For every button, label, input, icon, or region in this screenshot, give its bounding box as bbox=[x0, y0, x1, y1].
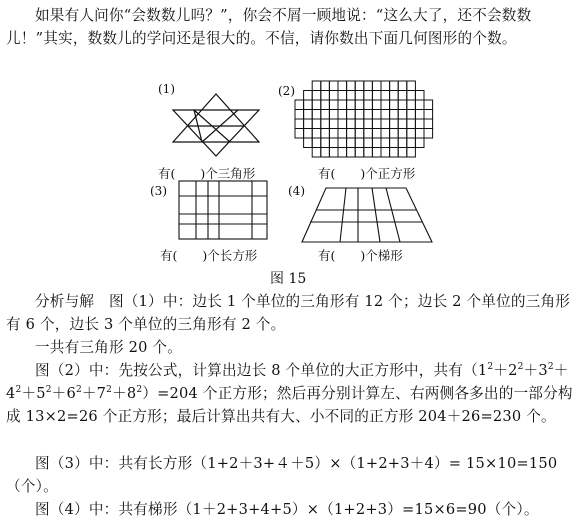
grid-square bbox=[347, 110, 356, 120]
grid-square bbox=[304, 138, 313, 148]
grid-square bbox=[321, 119, 330, 129]
grid-square bbox=[321, 148, 330, 158]
superscript: 2 bbox=[487, 362, 494, 372]
grid-square bbox=[407, 138, 416, 148]
grid-square bbox=[295, 100, 304, 110]
grid-square bbox=[321, 110, 330, 120]
figure-1-star-triangles bbox=[168, 92, 266, 158]
grid-square bbox=[364, 100, 373, 110]
superscript: 2 bbox=[136, 385, 143, 395]
figure-2-label: (2) bbox=[278, 84, 295, 98]
grid-square bbox=[407, 148, 416, 158]
grid-square bbox=[381, 81, 390, 91]
grid-square bbox=[372, 91, 381, 101]
grid-square bbox=[338, 129, 347, 139]
grid-square bbox=[381, 91, 390, 101]
grid-square bbox=[347, 138, 356, 148]
grid-square bbox=[295, 129, 304, 139]
grid-square bbox=[321, 81, 330, 91]
grid-square bbox=[355, 91, 364, 101]
grid-square bbox=[372, 119, 381, 129]
grid-square bbox=[398, 129, 407, 139]
superscript: 2 bbox=[517, 362, 524, 372]
star-lines bbox=[173, 94, 259, 156]
grid-square bbox=[390, 100, 399, 110]
analysis-paragraph-3 bbox=[6, 359, 574, 428]
figure-3-caption: 有( )个长方形 bbox=[160, 248, 258, 263]
superscript: 2 bbox=[15, 385, 22, 395]
grid-square bbox=[355, 119, 364, 129]
superscript: 2 bbox=[547, 362, 554, 372]
grid-square bbox=[347, 91, 356, 101]
grid-square bbox=[398, 138, 407, 148]
grid-square bbox=[355, 138, 364, 148]
analysis-paragraph-1: 分析与解 图（1）中：边长 1 个单位的三角形有 12 个；边长 2 个单位的三角形有 6 个，边长 3 个单位的三角形有 2 个。 bbox=[6, 293, 571, 333]
grid-square bbox=[304, 110, 313, 120]
grid-square bbox=[407, 110, 416, 120]
grid-square bbox=[415, 100, 424, 110]
grid-square bbox=[415, 91, 424, 101]
grid-square bbox=[347, 119, 356, 129]
grid-square bbox=[312, 119, 321, 129]
p3-part-a: 图（2）中：先按公式，计算出边长 8 个单位的大正方形中，共有（1 bbox=[35, 362, 488, 379]
analysis-paragraph-5: 图（4）中：共有梯形（1＋2+3+4+5）×（1+2+3）=15×6=90（个）。 bbox=[35, 501, 539, 518]
grid-square bbox=[398, 100, 407, 110]
grid-square bbox=[424, 129, 433, 139]
grid-square bbox=[329, 148, 338, 158]
grid-square bbox=[295, 110, 304, 120]
grid-square bbox=[415, 119, 424, 129]
intro-paragraph: 如果有人问你“会数数儿吗？”，你会不屑一顾地说：“这么大了，还不会数数儿！”其实，数数儿的学问还是很大的。不信，请你数出下面几何图形的个数。 bbox=[6, 7, 532, 47]
p3-part-e: ＋5 bbox=[21, 385, 46, 402]
figure-3-rectangles bbox=[178, 180, 270, 242]
p3-part-c: ＋3 bbox=[523, 362, 548, 379]
grid-square bbox=[381, 148, 390, 158]
grid-square bbox=[355, 129, 364, 139]
grid-square bbox=[372, 110, 381, 120]
grid-square bbox=[390, 119, 399, 129]
grid-square bbox=[338, 91, 347, 101]
grid-square bbox=[338, 148, 347, 158]
figure-1-caption: 有( )个三角形 bbox=[158, 166, 256, 181]
grid-square bbox=[312, 138, 321, 148]
grid-square bbox=[364, 81, 373, 91]
p3-part-d: ＋4 bbox=[6, 362, 569, 402]
grid-square bbox=[347, 81, 356, 91]
grid-square bbox=[304, 100, 313, 110]
p3-part-b: ＋2 bbox=[493, 362, 518, 379]
grid-square bbox=[381, 119, 390, 129]
grid-square bbox=[329, 129, 338, 139]
analysis-paragraph-2: 一共有三角形 20 个。 bbox=[35, 339, 182, 356]
grid-square bbox=[329, 138, 338, 148]
grid-square bbox=[407, 129, 416, 139]
figure-2-caption: 有( )个正方形 bbox=[318, 166, 416, 181]
superscript: 2 bbox=[75, 385, 82, 395]
analysis-paragraph-4: 图（3）中：共有长方形（1+2＋3+４＋5）×（1+2+3＋4）= 15×10=150（个）。 bbox=[6, 455, 558, 495]
grid-square bbox=[312, 91, 321, 101]
grid-square bbox=[424, 100, 433, 110]
grid-square bbox=[381, 138, 390, 148]
figure-2-square-grid bbox=[294, 80, 434, 158]
superscript: 2 bbox=[45, 385, 52, 395]
grid-square bbox=[347, 148, 356, 158]
grid-square bbox=[338, 81, 347, 91]
p3-part-h: ＋8 bbox=[112, 385, 137, 402]
grid-square bbox=[295, 119, 304, 129]
grid-square bbox=[407, 81, 416, 91]
grid-square bbox=[338, 100, 347, 110]
grid-square bbox=[381, 100, 390, 110]
grid-square bbox=[338, 119, 347, 129]
figure-4-caption: 有( )个梯形 bbox=[318, 248, 403, 263]
grid-square bbox=[304, 129, 313, 139]
grid-square bbox=[372, 138, 381, 148]
grid-square bbox=[398, 81, 407, 91]
figure-4-label: (4) bbox=[288, 184, 305, 198]
grid-square bbox=[364, 110, 373, 120]
grid-square bbox=[312, 81, 321, 91]
grid-square bbox=[329, 110, 338, 120]
grid-square bbox=[415, 138, 424, 148]
grid-square bbox=[329, 100, 338, 110]
grid-square bbox=[424, 119, 433, 129]
grid-square bbox=[355, 110, 364, 120]
grid-square bbox=[398, 91, 407, 101]
grid-square bbox=[407, 119, 416, 129]
grid-square bbox=[321, 91, 330, 101]
grid-square bbox=[364, 129, 373, 139]
grid-square bbox=[355, 81, 364, 91]
grid-square bbox=[372, 100, 381, 110]
grid-square bbox=[398, 119, 407, 129]
grid-square bbox=[424, 110, 433, 120]
grid-square bbox=[304, 91, 313, 101]
grid-square bbox=[398, 148, 407, 158]
figure-4-trapezoids bbox=[300, 186, 434, 244]
grid-square bbox=[355, 148, 364, 158]
p3-part-i: ）=204 个正方形；然后再分别计算左、右两侧各多出的一部分构成 13×2=26 个正方形；最后计算出共有大、小不同的正方形 204＋26=230 个。 bbox=[6, 385, 573, 425]
grid-square bbox=[407, 91, 416, 101]
grid-square bbox=[304, 119, 313, 129]
grid-square bbox=[355, 100, 364, 110]
p3-part-f: ＋6 bbox=[51, 385, 76, 402]
grid-square bbox=[312, 100, 321, 110]
grid-square bbox=[312, 148, 321, 158]
grid-square bbox=[364, 148, 373, 158]
grid-square bbox=[390, 81, 399, 91]
grid-square bbox=[390, 129, 399, 139]
grid-square bbox=[329, 81, 338, 91]
grid-square bbox=[415, 129, 424, 139]
grid-square bbox=[347, 100, 356, 110]
figure-1-label: (1) bbox=[158, 82, 175, 96]
grid-square bbox=[372, 148, 381, 158]
figure-3-label: (3) bbox=[150, 184, 167, 198]
grid-square bbox=[372, 81, 381, 91]
grid-square bbox=[390, 148, 399, 158]
grid-square bbox=[390, 138, 399, 148]
grid-square bbox=[329, 119, 338, 129]
grid-square bbox=[312, 129, 321, 139]
grid-square bbox=[415, 110, 424, 120]
grid-square bbox=[321, 138, 330, 148]
grid-square bbox=[321, 129, 330, 139]
grid-square bbox=[364, 119, 373, 129]
grid-square bbox=[390, 110, 399, 120]
grid-square bbox=[329, 91, 338, 101]
grid-square bbox=[364, 138, 373, 148]
grid-square bbox=[398, 110, 407, 120]
figure-title: 图 15 bbox=[270, 271, 307, 287]
grid-square bbox=[372, 129, 381, 139]
grid-square bbox=[381, 129, 390, 139]
grid-square bbox=[338, 110, 347, 120]
p3-part-g: ＋7 bbox=[81, 385, 107, 402]
grid-square bbox=[390, 91, 399, 101]
grid-square bbox=[347, 129, 356, 139]
grid-square bbox=[364, 91, 373, 101]
grid-square bbox=[407, 100, 416, 110]
grid-square bbox=[321, 100, 330, 110]
grid-square bbox=[381, 110, 390, 120]
grid-square bbox=[312, 110, 321, 120]
superscript: 2 bbox=[106, 385, 113, 395]
grid-square bbox=[338, 138, 347, 148]
